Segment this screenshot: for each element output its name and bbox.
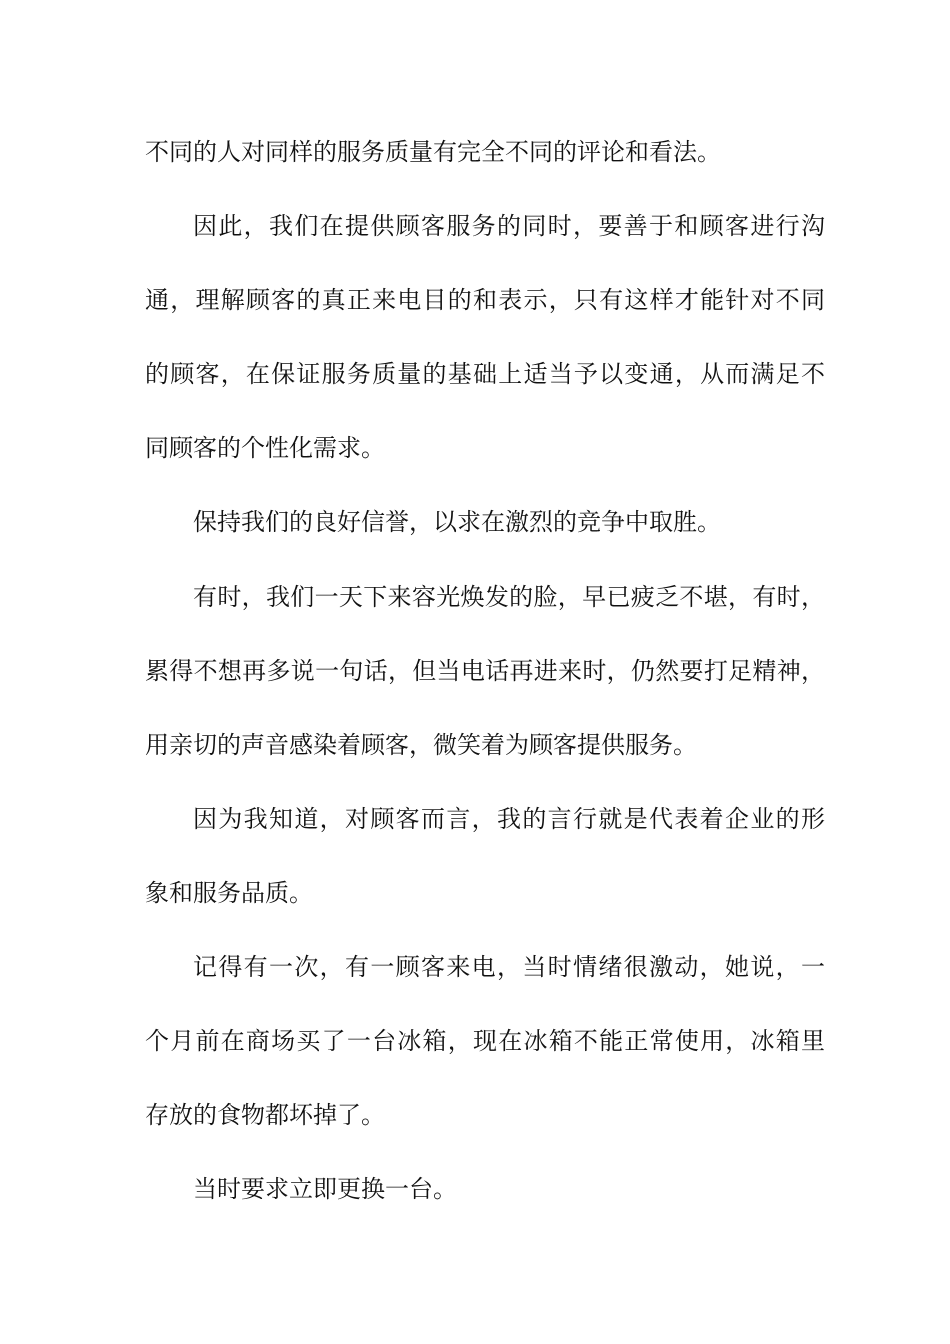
text-line: 通，理解顾客的真正来电目的和表示，只有这样才能针对不同 <box>145 286 825 314</box>
paragraph-first-line: 保持我们的良好信誉，以求在激烈的竞争中取胜。 <box>193 508 721 536</box>
text-line: 不同的人对同样的服务质量有完全不同的评论和看法。 <box>145 138 721 166</box>
text-line: 存放的食物都坏掉了。 <box>145 1101 385 1129</box>
text-line: 个月前在商场买了一台冰箱，现在冰箱不能正常使用，冰箱里 <box>145 1027 825 1055</box>
text-line: 同顾客的个性化需求。 <box>145 434 385 462</box>
paragraph-first-line: 当时要求立即更换一台。 <box>193 1175 457 1203</box>
paragraph-first-line: 记得有一次，有一顾客来电，当时情绪很激动，她说，一 <box>193 953 825 981</box>
text-line: 累得不想再多说一句话，但当电话再进来时，仍然要打足精神， <box>145 657 825 685</box>
text-line: 象和服务品质。 <box>145 879 313 907</box>
paragraph-first-line: 有时，我们一天下来容光焕发的脸，早已疲乏不堪，有时， <box>193 583 825 611</box>
text-line: 用亲切的声音感染着顾客，微笑着为顾客提供服务。 <box>145 731 697 759</box>
paragraph-first-line: 因此，我们在提供顾客服务的同时，要善于和顾客进行沟 <box>193 212 825 240</box>
text-line: 的顾客，在保证服务质量的基础上适当予以变通，从而满足不 <box>145 360 825 388</box>
paragraph-first-line: 因为我知道，对顾客而言，我的言行就是代表着企业的形 <box>193 805 825 833</box>
